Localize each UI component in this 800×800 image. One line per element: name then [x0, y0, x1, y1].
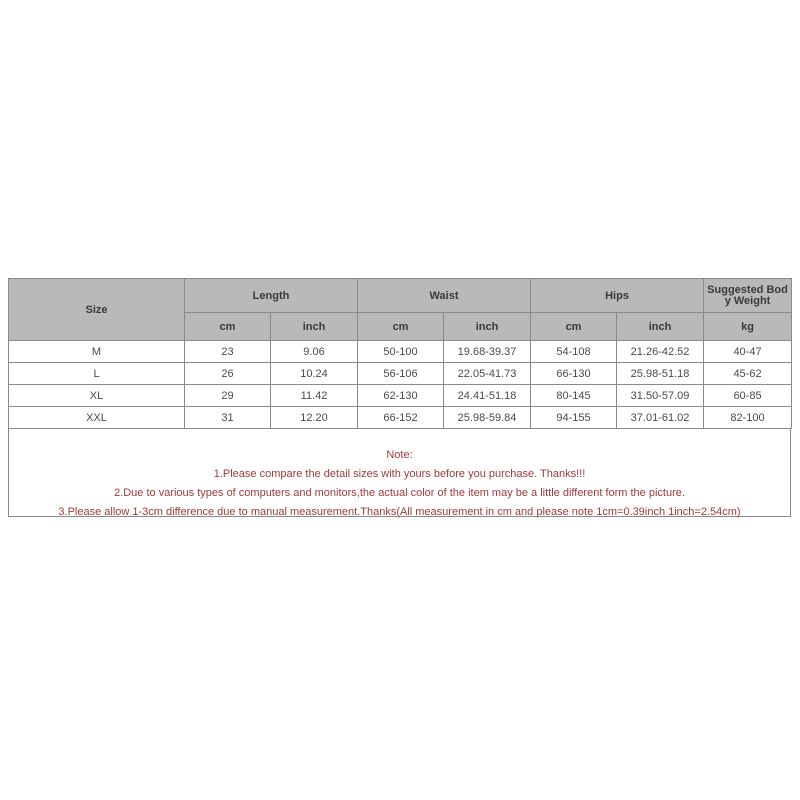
hips-header: Hips	[531, 279, 704, 313]
length-inch-header: inch	[271, 313, 358, 341]
size-cell: M	[9, 341, 185, 363]
length-inch-cell: 9.06	[271, 341, 358, 363]
hips-cm-cell: 94-155	[531, 407, 617, 429]
length-cm-cell: 29	[185, 385, 271, 407]
waist-inch-cell: 22.05-41.73	[444, 363, 531, 385]
size-cell: XL	[9, 385, 185, 407]
weight-kg-header: kg	[704, 313, 792, 341]
waist-inch-cell: 24.41-51.18	[444, 385, 531, 407]
length-cm-header: cm	[185, 313, 271, 341]
hips-cm-header: cm	[531, 313, 617, 341]
size-table	[8, 278, 792, 429]
table-row	[9, 363, 792, 385]
waist-cm-cell: 62-130	[358, 385, 444, 407]
suggested-weight-header: Suggested Body Weight	[704, 279, 792, 313]
hips-cm-cell: 54-108	[531, 341, 617, 363]
hips-inch-header: inch	[617, 313, 704, 341]
length-cm-cell: 23	[185, 341, 271, 363]
hips-cm-cell: 66-130	[531, 363, 617, 385]
waist-inch-cell: 25.98-59.84	[444, 407, 531, 429]
weight-kg-cell: 40-47	[704, 341, 792, 363]
waist-inch-cell: 19.68-39.37	[444, 341, 531, 363]
hips-inch-cell: 25.98-51.18	[617, 363, 704, 385]
length-cm-cell: 31	[185, 407, 271, 429]
note-line-2: 2.Due to various types of computers and monitors,the actual color of the item may be a little different form the picture.	[114, 487, 685, 499]
waist-cm-header: cm	[358, 313, 444, 341]
weight-kg-cell: 60-85	[704, 385, 792, 407]
waist-header: Waist	[358, 279, 531, 313]
weight-kg-cell: 82-100	[704, 407, 792, 429]
hips-inch-cell: 21.26-42.52	[617, 341, 704, 363]
waist-cm-cell: 56-106	[358, 363, 444, 385]
size-cell: L	[9, 363, 185, 385]
waist-cm-cell: 50-100	[358, 341, 444, 363]
waist-inch-header: inch	[444, 313, 531, 341]
note-title: Note:	[386, 449, 413, 461]
length-inch-cell: 10.24	[271, 363, 358, 385]
size-header: Size	[9, 279, 185, 341]
size-chart	[8, 278, 791, 517]
weight-kg-cell: 45-62	[704, 363, 792, 385]
length-cm-cell: 26	[185, 363, 271, 385]
notes-box	[8, 429, 791, 517]
length-inch-cell: 11.42	[271, 385, 358, 407]
note-line-3: 3.Please allow 1-3cm difference due to manual measurement.Thanks(All measurement in cm and please note 1cm=0.39inch 1inch=2.54cm)	[58, 506, 741, 518]
size-cell: XXL	[9, 407, 185, 429]
length-header: Length	[185, 279, 358, 313]
table-row	[9, 407, 792, 429]
hips-cm-cell: 80-145	[531, 385, 617, 407]
waist-cm-cell: 66-152	[358, 407, 444, 429]
note-line-1: 1.Please compare the detail sizes with yours before you purchase. Thanks!!!	[213, 468, 586, 480]
length-inch-cell: 12.20	[271, 407, 358, 429]
hips-inch-cell: 31.50-57.09	[617, 385, 704, 407]
table-row	[9, 341, 792, 363]
hips-inch-cell: 37.01-61.02	[617, 407, 704, 429]
table-row	[9, 385, 792, 407]
